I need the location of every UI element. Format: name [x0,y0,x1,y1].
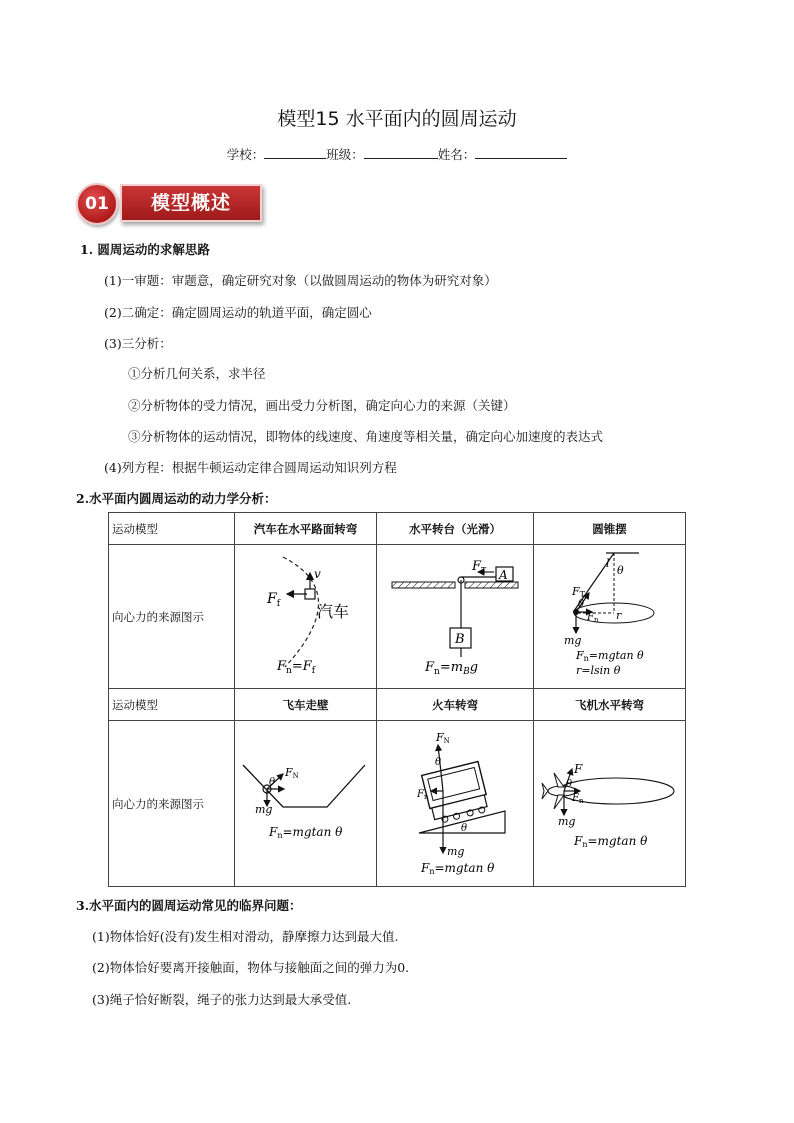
theta-bob-label: θ [578,599,585,610]
page-title: 模型15 水平面内的圆周运动 [277,108,517,130]
pendulum-equation-2: r=lsin θ [576,664,621,677]
train-turn-diagram [377,721,533,883]
bowl-track [243,765,365,807]
plane-equation: Fn=mgtan θ [574,834,648,849]
table-header-cell: 水平转台（光滑） [377,513,534,545]
step-subitem: ②分析物体的受力情况，画出受力分析图，确定向心力的来源（关键） [128,398,516,413]
class-blank [364,146,438,159]
wall-ride-diagram [235,721,376,883]
critical-item: (1)物体恰好(没有)发生相对滑动，静摩擦力达到最大值. [92,929,399,944]
class-label: 班级： [326,147,364,162]
section-banner [76,180,262,222]
school-label: 学校： [226,147,265,162]
table-header-cell: 汽车在水平路面转弯 [235,513,377,545]
block-b-label: B [455,632,465,647]
name-label: 姓名： [437,147,476,162]
fnn-label: $F_n$ [417,789,429,801]
banner-number: 01 [76,183,118,225]
name-blank [475,146,567,159]
plane-turn-figure-cell [534,721,686,887]
critical-item: (2)物体恰好要离开接触面，物体与接触面之间的弹力为0. [92,960,410,975]
table-header-cell: 圆锥摆 [534,513,686,545]
banner-label: 模型概述 [120,184,262,222]
f-label: F [574,762,583,776]
length-label: l [606,557,610,570]
wall-equation: Fn=mgtan θ [269,825,343,840]
ft-label: FT [572,585,585,599]
fn-label: FN [285,766,299,780]
velocity-label: v [314,567,321,581]
train-turn-figure-cell [377,721,534,887]
step-subitem: ①分析几何关系，求半径 [128,366,266,381]
table-header-cell: 飞机水平转弯 [534,689,686,721]
theta-top-label: θ [617,564,624,577]
step-subitem: ③分析物体的运动情况，即物体的线速度、角速度等相关量，确定向心加速度的表达式 [128,429,604,444]
conical-pendulum-figure-cell [534,545,686,689]
turntable-figure-cell [377,545,534,689]
step-item: (1)一审题：审题意，确定研究对象（以做圆周运动的物体为研究对象） [104,273,497,288]
car-word: 汽车 [317,602,350,621]
table-row-label: 向心力的来源图示 [109,545,235,689]
school-blank [264,146,326,159]
dynamics-table [108,512,686,887]
step-item: (3)三分析： [104,336,172,351]
train-equation: Fn=mgtan θ [421,861,495,876]
table-header-cell: 火车转弯 [377,689,534,721]
theta-top-label: θ [435,757,442,768]
mg-label: mg [255,803,273,816]
theta-label: θ [269,777,276,788]
turntable-equation: $F_n=m_Bg$ [425,660,479,677]
plane-turn-diagram [534,721,685,883]
turntable-right-plate [465,582,518,588]
turntable-left-plate [392,582,455,588]
section2-heading: 2.水平面内圆周运动的动力学分析： [76,491,277,506]
radius-label: r [616,609,622,622]
car-turn-diagram [235,545,376,685]
table-header-cell: 飞车走壁 [235,689,377,721]
fn-label: $F_n$ [587,612,599,624]
critical-item: (3)绳子恰好断裂，绳子的张力达到最大承受值. [92,992,352,1007]
step-item: (4)列方程：根据牛顿运动定律合圆周运动知识列方程 [104,460,397,475]
step-item: (2)二确定：确定圆周运动的轨道平面，确定圆心 [104,305,372,320]
mg-label: mg [564,634,582,647]
theta-track-label: θ [461,823,468,834]
conical-pendulum-diagram [534,545,685,685]
table-header-cell: 运动模型 [109,513,235,545]
tension-label: $F_T$ [472,559,487,575]
section3-heading: 3.水平面内的圆周运动常见的临界问题： [76,898,302,913]
turntable-diagram [377,545,533,685]
friction-label: $F_f$ [267,591,281,609]
pendulum-equation-1: Fn=mgtan θ [576,649,644,663]
fn-label: FN [436,731,450,745]
wall-ride-figure-cell [235,721,377,887]
mg-label: mg [558,815,576,828]
fn-label: $F_n$ [572,793,584,805]
student-info-line [0,145,794,163]
theta-label: θ [566,779,573,790]
mg-label: mg [447,845,465,858]
car-equation: $F_n=F_f$ [277,659,316,676]
train-body [422,761,491,825]
table-header-cell: 运动模型 [109,689,235,721]
section1-heading: 1. 圆周运动的求解思路 [80,242,210,257]
car-turn-figure-cell [235,545,377,689]
table-row-label: 向心力的来源图示 [109,721,235,887]
block-a-label: A [499,568,508,582]
